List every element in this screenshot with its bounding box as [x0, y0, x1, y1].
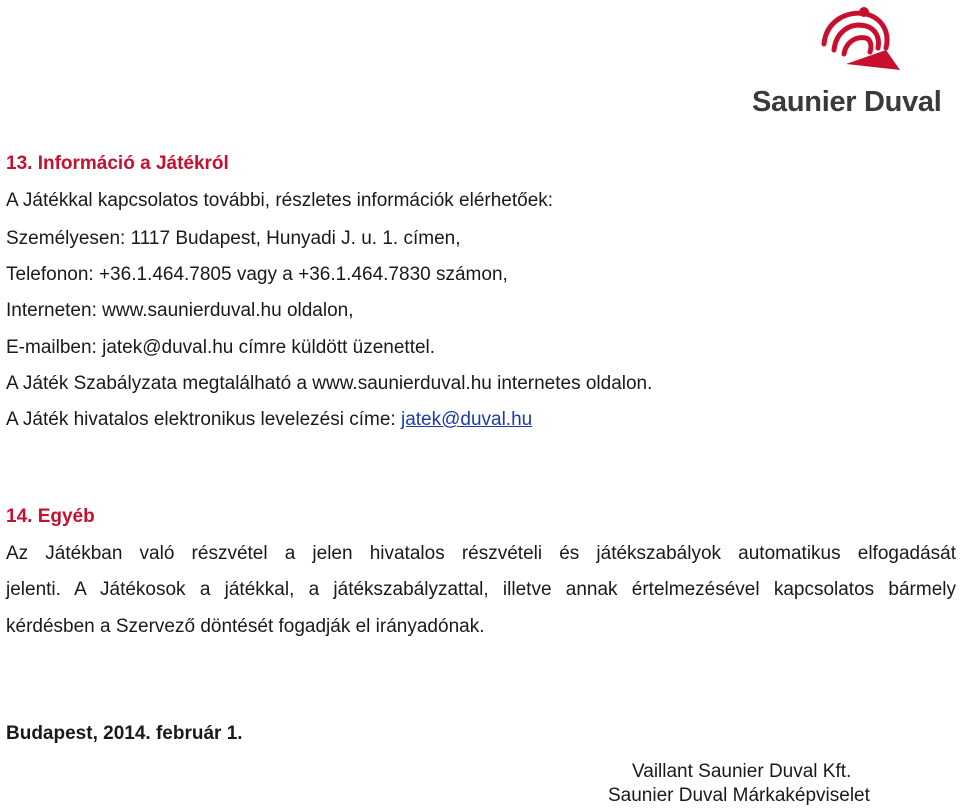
brand-name: Saunier Duval: [752, 86, 942, 118]
signature-company: Vaillant Saunier Duval Kft.: [632, 761, 852, 782]
info-line-3: Telefonon: +36.1.464.7805 vagy a +36.1.464.7830 számon,: [6, 264, 508, 285]
other-paragraph-line-2: jelenti. A Játékosok a játékkal, a játékszabályzattal, illetve annak értelmezésével kapcsolatos bármely: [6, 579, 956, 600]
info-line-6: A Játék Szabályzata megtalálható a www.saunierduval.hu internetes oldalon.: [6, 373, 653, 394]
email-link[interactable]: jatek@duval.hu: [400, 409, 533, 430]
other-paragraph-line-1: Az Játékban való részvétel a jelen hivatalos részvételi és játékszabályok automatikus elfogadását: [6, 543, 956, 564]
section-13-heading: 13. Információ a Játékról: [6, 153, 229, 174]
date-line: Budapest, 2014. február 1.: [6, 723, 243, 744]
info-line-2: Személyesen: 1117 Budapest, Hunyadi J. u. 1. címen,: [6, 228, 461, 249]
info-line-5: E-mailben: jatek@duval.hu címre küldött üzenettel.: [6, 337, 436, 358]
email-line-prefix: A Játék hivatalos elektronikus levelezési címe:: [6, 409, 401, 430]
other-paragraph-line-3: kérdésben a Szervező döntését fogadják el irányadónak.: [6, 616, 485, 637]
email-line: [6, 408, 532, 432]
saunier-duval-logo: [748, 4, 958, 122]
section-14-heading: 14. Egyéb: [6, 506, 95, 527]
info-line-1: A Játékkal kapcsolatos további, részletes információk elérhetőek:: [6, 190, 554, 211]
signature-division: Saunier Duval Márkaképviselet: [608, 785, 870, 806]
info-line-4: Interneten: www.saunierduval.hu oldalon,: [6, 300, 354, 321]
bird-logo-icon: [816, 4, 904, 76]
